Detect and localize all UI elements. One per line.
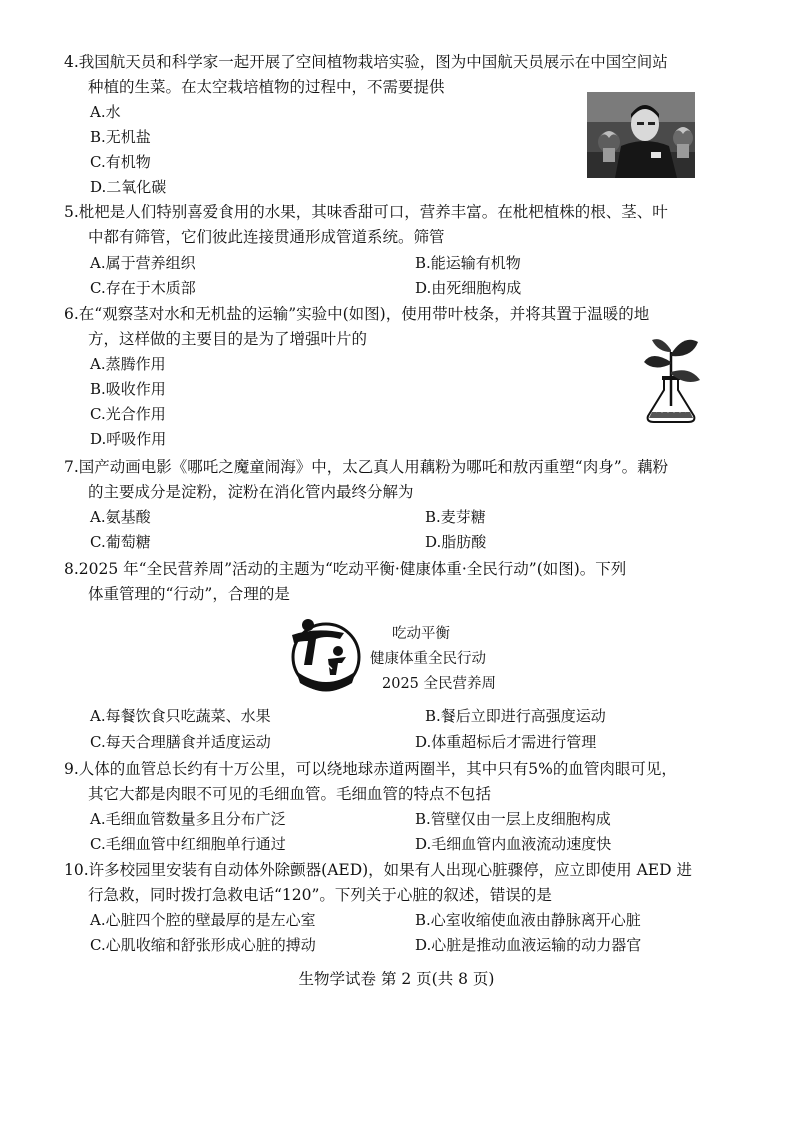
question-6-stem-line2: 方，这样做的主要目的是为了增强叶片的: [88, 330, 368, 348]
question-9-option-a: A.毛细血管数量多且分布广泛: [90, 810, 286, 828]
question-9-option-d: D.毛细血管内血液流动速度快: [415, 835, 612, 853]
question-10-stem-line2: 行急救，同时拨打急救电话“120”。下列关于心脏的叙述，错误的是: [88, 886, 552, 904]
page-footer: 生物学试卷 第 2 页(共 8 页): [298, 970, 495, 988]
question-4-option-c: C.有机物: [90, 153, 151, 171]
question-7-stem-line2: 的主要成分是淀粉，淀粉在消化管内最终分解为: [88, 483, 414, 501]
question-7-option-c: C.葡萄糖: [90, 533, 151, 551]
question-5-stem-line2: 中都有筛管，它们彼此连接贯通形成管道系统。筛管: [88, 228, 445, 246]
logo-slogan-line2: 健康体重全民行动: [370, 651, 486, 667]
question-10-option-a: A.心脏四个腔的壁最厚的是左心室: [90, 911, 316, 929]
question-5-stem-line1: 5.枇杷是人们特别喜爱食用的水果，其味香甜可口，营养丰富。在枇杷植株的根、茎、叶: [64, 203, 668, 221]
question-5: [64, 200, 744, 250]
question-5-option-c: C.存在于木质部: [90, 279, 196, 297]
question-10-stem-line1: 10.许多校园里安装有自动体外除颤器(AED)，如果有人出现心脏骤停，应立即使用 AED 进: [64, 861, 692, 879]
question-7-option-b: B.麦芽糖: [425, 508, 486, 526]
astronaut-photo: [587, 92, 695, 178]
question-8-stem-line1: 8.2025 年“全民营养周”活动的主题为“吃动平衡·健康体重·全民行动”(如图)。下列: [64, 560, 627, 578]
question-8-stem-line2: 体重管理的“行动”，合理的是: [88, 585, 290, 603]
question-7-option-a: A.氨基酸: [90, 508, 151, 526]
question-9: [64, 757, 744, 807]
question-4-stem-line1: 4.我国航天员和科学家一起开展了空间植物栽培实验，图为中国航天员展示在中国空间站: [64, 53, 668, 71]
stem-in-flask-figure: [638, 332, 704, 424]
question-9-option-c: C.毛细血管中红细胞单行通过: [90, 835, 286, 853]
question-6-stem-line1: 6.在“观察茎对水和无机盐的运输”实验中(如图)，使用带叶枝条，并将其置于温暖的地: [64, 305, 650, 323]
question-6-option-d: D.呼吸作用: [90, 430, 167, 448]
question-9-option-b: B.管壁仅由一层上皮细胞构成: [415, 810, 611, 828]
question-10-option-c: C.心肌收缩和舒张形成心脏的搏动: [90, 936, 316, 954]
question-5-option-b: B.能运输有机物: [415, 254, 521, 272]
question-4-option-d: D.二氧化碳: [90, 178, 167, 196]
question-4-stem-line2: 种植的生菜。在太空栽培植物的过程中，不需要提供: [88, 78, 445, 96]
question-10: [64, 858, 744, 908]
logo-slogan-line3: 2025 全民营养周: [382, 676, 497, 692]
question-4-option-b: B.无机盐: [90, 128, 151, 146]
question-6-option-c: C.光合作用: [90, 405, 166, 423]
question-5-option-a: A.属于营养组织: [90, 254, 196, 272]
question-7-option-d: D.脂肪酸: [425, 533, 487, 551]
question-8: [64, 557, 744, 607]
question-8-option-d: D.体重超标后才需进行管理: [415, 733, 597, 751]
question-6-option-b: B.吸收作用: [90, 380, 166, 398]
question-8-option-c: C.每天合理膳食并适度运动: [90, 733, 271, 751]
question-5-option-d: D.由死细胞构成: [415, 279, 522, 297]
nutrition-week-logo: [286, 613, 366, 693]
question-6-option-a: A.蒸腾作用: [90, 355, 166, 373]
question-9-stem-line1: 9.人体的血管总长约有十万公里，可以绕地球赤道两圈半，其中只有5%的血管肉眼可见，: [64, 760, 677, 778]
logo-slogan-line1: 吃动平衡: [392, 626, 450, 642]
question-7: [64, 455, 744, 505]
question-10-option-d: D.心脏是推动血液运输的动力器官: [415, 936, 642, 954]
question-7-stem-line1: 7.国产动画电影《哪吒之魔童闹海》中，太乙真人用藕粉为哪吒和敖丙重塑“肉身”。藕粉: [64, 458, 669, 476]
question-4-option-a: A.水: [90, 103, 121, 121]
question-8-option-a: A.每餐饮食只吃蔬菜、水果: [90, 707, 271, 725]
question-10-option-b: B.心室收缩使血液由静脉离开心脏: [415, 911, 641, 929]
question-9-stem-line2: 其它大都是肉眼不可见的毛细血管。毛细血管的特点不包括: [88, 785, 492, 803]
question-8-option-b: B.餐后立即进行高强度运动: [425, 707, 606, 725]
